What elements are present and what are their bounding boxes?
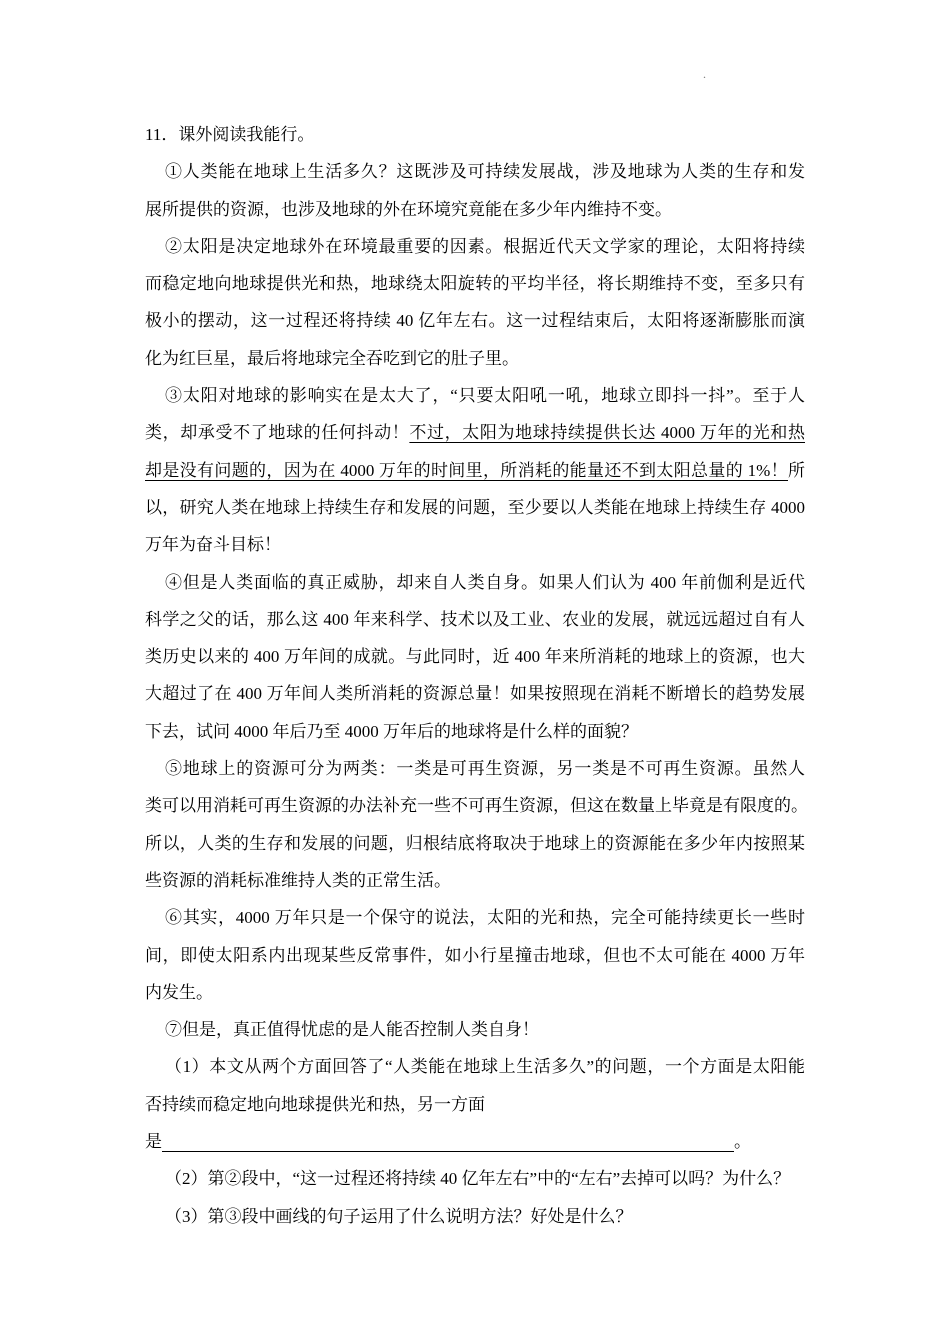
question-line: （3）第③段中画线的句子运用了什么说明方法？好处是什么？ [165,1206,633,1226]
passage-line: 万年为奋斗目标！ [145,535,281,555]
underlined-sentence: 却是没有问题的，因为在 4000 万年的时间里，所消耗的能量还不到太阳总量的 1%！ [145,460,788,480]
passage-line: 内发生。 [145,982,213,1002]
paragraph-2 [145,228,805,377]
blank-prefix: 是 [145,1132,162,1152]
paragraph-1 [145,153,805,228]
passage-line: 下去，试问 4000 年后乃至 4000 万年后的地球将是什么样的面貌？ [145,721,638,741]
passage-line: 化为红巨星，最后将地球完全吞吃到它的肚子里。 [145,348,519,368]
header-mark: . [703,67,706,81]
passage-line: ③太阳对地球的影响实在是太大了，“只要太阳吼一吼，地球立即抖一抖”。至于人 [165,386,805,406]
answer-line [145,1123,805,1160]
passage-line: ⑥其实，4000 万年只是一个保守的说法，太阳的光和热，完全可能持续更长一些时 [165,908,805,928]
answer-blank [162,1151,734,1152]
passage-line: ⑦但是，真正值得忧虑的是人能否控制人类自身！ [165,1020,539,1040]
passage-line: 以，研究人类在地球上持续生存和发展的问题，至少要以人类能在地球上持续生存 4000 [145,497,805,517]
question-title: 课外阅读我能行。 [178,125,315,144]
question-heading [145,116,805,153]
sub-question-3 [145,1198,805,1235]
passage-line [145,414,805,451]
passage-line: 展所提供的资源，也涉及地球的外在环境究竟能在多少年内维持不变。 [145,199,672,219]
sub-question-1 [145,1048,805,1160]
passage-line: ②太阳是决定地球外在环境最重要的因素。根据近代天文学家的理论，太阳将持续 [165,236,805,256]
question-line: （1）本文从两个方面回答了“人类能在地球上生活多久”的问题，一个方面是太阳能 [165,1057,805,1077]
document-body [145,116,808,1235]
paragraph-6 [145,899,805,1011]
question-line: 否持续而稳定地向地球提供光和热，另一方面 [145,1094,485,1114]
question-line: （2）第②段中，“这一过程还将持续 40 亿年左右”中的“左右”去掉可以吗？为什么？ [165,1169,791,1189]
passage-line: 极小的摆动，这一过程还将持续 40 亿年左右。这一过程结束后，太阳将逐渐膨胀而演 [145,311,805,331]
passage-line: 类可以用消耗可再生资源的办法补充一些不可再生资源，但这在数量上毕竟是有限度的。 [145,796,808,816]
sub-question-2 [145,1160,805,1197]
passage-line: ⑤地球上的资源可分为两类：一类是可再生资源，另一类是不可再生资源。虽然人 [165,759,805,779]
paragraph-7 [145,1011,805,1048]
blank-suffix: 。 [734,1132,751,1152]
passage-line: 些资源的消耗标准维持人类的正常生活。 [145,870,451,890]
paragraph-5 [145,750,808,899]
plain-text: 所 [788,460,805,480]
passage-line: 间，即使太阳系内出现某些反常事件，如小行星撞击地球，但也不太可能在 4000 万年 [145,945,805,965]
passage-line: ①人类能在地球上生活多久？这既涉及可持续发展战，涉及地球为人类的生存和发 [165,162,805,182]
paragraph-4 [145,564,805,750]
passage-line: 类历史以来的 400 万年间的成就。与此同时，近 400 年来所消耗的地球上的资源，也大 [145,647,805,667]
passage-line: 所以，人类的生存和发展的问题，归根结底将取决于地球上的资源能在多少年内按照某 [145,833,805,853]
passage-line [145,452,805,489]
passage-line: ④但是人类面临的真正威胁，却来自人类自身。如果人们认为 400 年前伽利是近代 [165,572,805,592]
plain-text: 类，却承受不了地球的任何抖动！ [145,423,410,443]
underlined-sentence: 不过，太阳为地球持续提供长达 4000 万年的光和热 [409,423,805,443]
paragraph-3 [145,377,805,563]
passage-line: 科学之父的话，那么这 400 年来科学、技术以及工业、农业的发展，就远远超过自有人 [145,609,805,629]
passage-line: 而稳定地向地球提供光和热，地球绕太阳旋转的平均半径，将长期维持不变，至多只有 [145,274,805,294]
question-number: 11． [145,125,179,144]
passage-line: 大超过了在 400 万年间人类所消耗的资源总量！如果按照现在消耗不断增长的趋势发展 [145,684,805,704]
